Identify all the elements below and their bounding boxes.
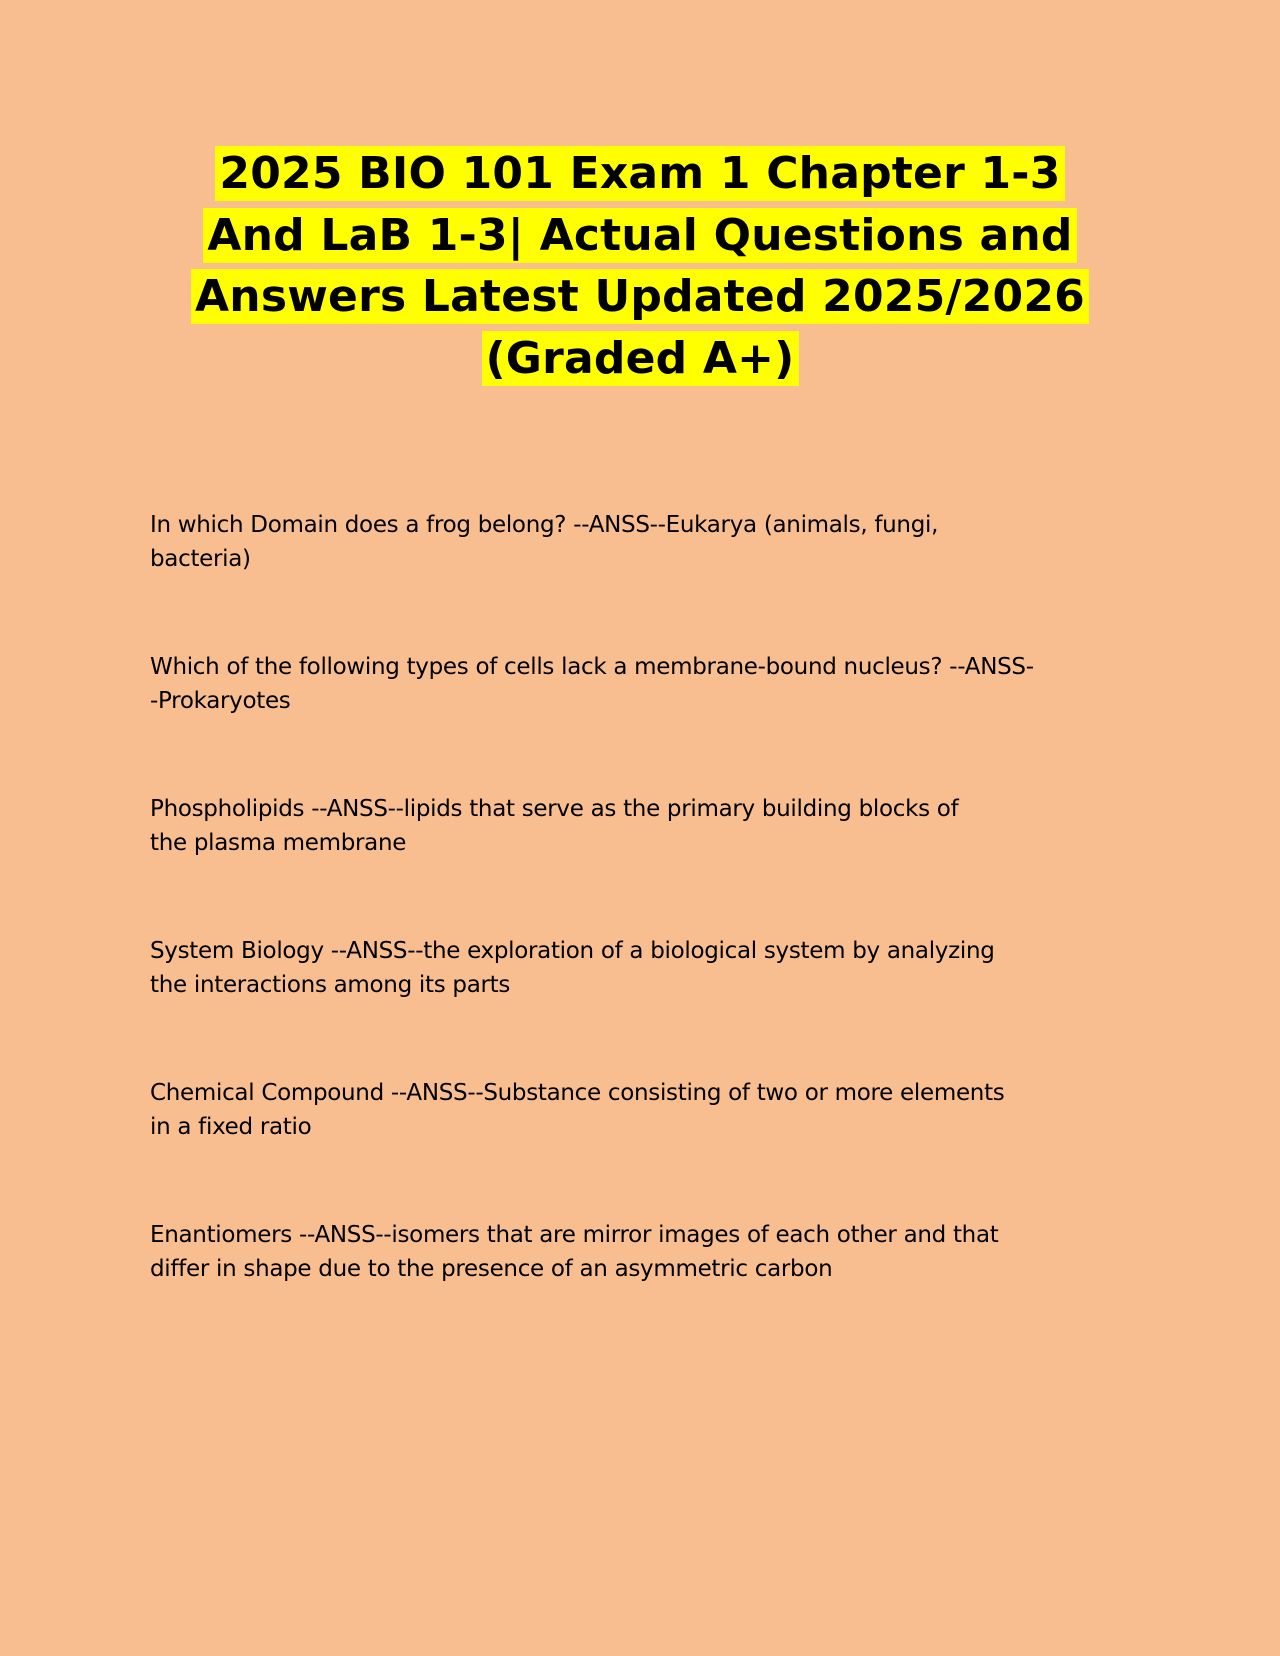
qa-line: Chemical Compound --ANSS--Substance consisting of two or more elements: [150, 1080, 1005, 1106]
qa-item-prokaryotes: [150, 650, 1130, 718]
qa-list: [150, 508, 1130, 1360]
title-line-2: And LaB 1-3| Actual Questions and: [203, 208, 1076, 263]
qa-line: in a fixed ratio: [150, 1114, 312, 1140]
qa-line: bacteria): [150, 546, 251, 572]
qa-line: Which of the following types of cells lack a membrane-bound nucleus? --ANSS-: [150, 654, 1034, 680]
title-line-1: 2025 BIO 101 Exam 1 Chapter 1-3: [215, 146, 1064, 201]
title-line-3: Answers Latest Updated 2025/2026: [191, 269, 1089, 324]
qa-line: the interactions among its parts: [150, 972, 511, 998]
qa-line: In which Domain does a frog belong? --ANSS--Eukarya (animals, fungi,: [150, 512, 939, 538]
qa-line: Enantiomers --ANSS--isomers that are mirror images of each other and that: [150, 1222, 999, 1248]
qa-item-phospholipids: [150, 792, 1130, 860]
qa-line: System Biology --ANSS--the exploration of a biological system by analyzing: [150, 938, 995, 964]
document-title: [150, 143, 1130, 389]
qa-line: differ in shape due to the presence of an asymmetric carbon: [150, 1256, 833, 1282]
qa-item-system-biology: [150, 934, 1130, 1002]
qa-item-chemical-compound: [150, 1076, 1130, 1144]
qa-item-domain-frog: [150, 508, 1130, 576]
title-line-4: (Graded A+): [482, 331, 799, 386]
qa-line: the plasma membrane: [150, 830, 407, 856]
qa-line: -Prokaryotes: [150, 688, 291, 714]
qa-item-enantiomers: [150, 1218, 1130, 1286]
qa-line: Phospholipids --ANSS--lipids that serve as the primary building blocks of: [150, 796, 959, 822]
